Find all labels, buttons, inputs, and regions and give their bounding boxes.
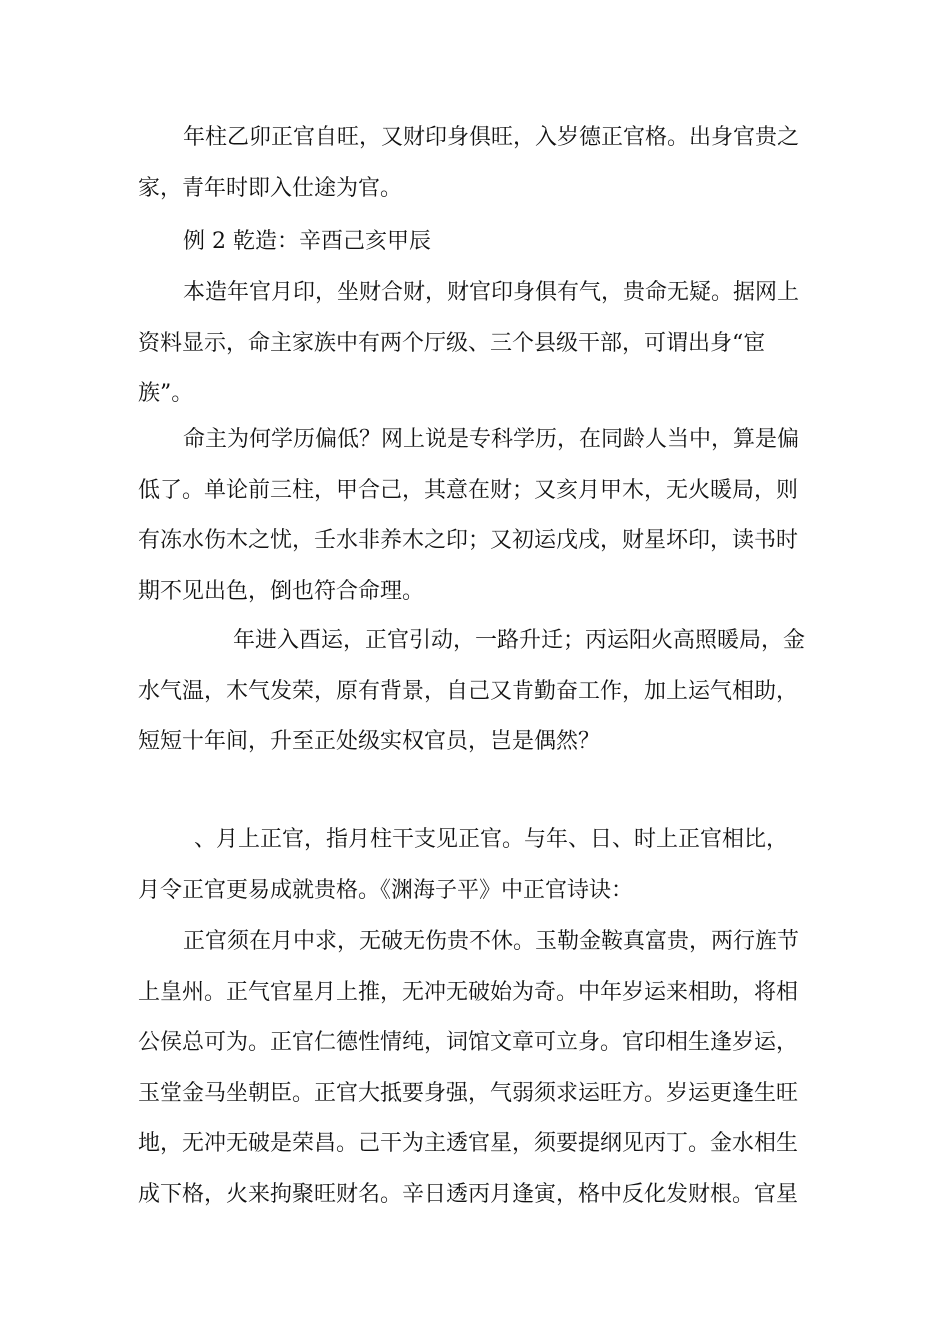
text-line: 年柱乙卯正官自旺，又财印身俱旺，入岁德正官格。出身官贵之: [183, 125, 800, 150]
text-line: 期不见出色，倒也符合命理。: [138, 578, 425, 604]
paragraph-5: [138, 616, 828, 768]
text-line: 正官须在月中求，无破无伤贵不休。玉勒金鞍真富贵，两行旌节: [183, 929, 800, 954]
text-line: 水气温，木气发荣，原有背景，自己又肯勤奋工作，加上运气相助，: [138, 678, 799, 704]
text-line: 年进入酉运，正官引动，一路升迁；丙运阳火高照暖局，金: [233, 628, 806, 653]
text-line: 族”。: [138, 381, 194, 406]
text-line: 低了。单论前三柱，甲合己，其意在财；又亥月甲木，无火暖局，则: [138, 477, 799, 503]
text-line: 成下格，火来拘聚旺财名。辛日透丙月逢寅，格中反化发财根。官星: [138, 1181, 799, 1207]
example-heading: 例 2 乾造：辛酉己亥甲辰: [183, 229, 431, 254]
text-line: 本造年官月印，坐财合财，财官印身俱有气，贵命无疑。据网上: [183, 280, 800, 305]
text-line: 玉堂金马坐朝臣。正官大抵要身强，气弱须求运旺方。岁运更逢生旺: [138, 1080, 799, 1106]
text-line: 地，无冲无破是荣昌。己干为主透官星，须要提纲见丙丁。金水相生: [138, 1131, 799, 1156]
text-line: 家，青年时即入仕途为官。: [138, 175, 403, 201]
paragraph-2: [138, 217, 828, 268]
text-line: 资料显示，命主家族中有两个厅级、三个县级干部，可谓出身“宦: [138, 330, 766, 356]
text-line: 、月上正官，指月柱干支见正官。与年、日、时上正官相比，: [194, 827, 789, 852]
paragraph-6: [138, 815, 828, 916]
text-line: 月令正官更易成就贵格。《渊海子平》中正官诗诀：: [138, 877, 634, 903]
text-line: 短短十年间，升至正处级实权官员，岂是偶然？: [138, 729, 601, 754]
text-line: 公侯总可为。正官仁德性情纯，词馆文章可立身。官印相生逢岁运，: [138, 1030, 799, 1055]
paragraph-1: [138, 113, 828, 214]
paragraph-3: [138, 268, 828, 420]
text-line: 有冻水伤木之忧，壬水非养木之印；又初运戊戌，财星坏印，读书时: [138, 528, 799, 553]
text-line: 上皇州。正气官星月上推，无冲无破始为奇。中年岁运来相助，将相: [138, 979, 799, 1005]
paragraph-7: [138, 917, 828, 1220]
text-line: 命主为何学历偏低？网上说是专科学历，在同龄人当中，算是偏: [183, 427, 800, 452]
paragraph-4: [138, 415, 828, 617]
